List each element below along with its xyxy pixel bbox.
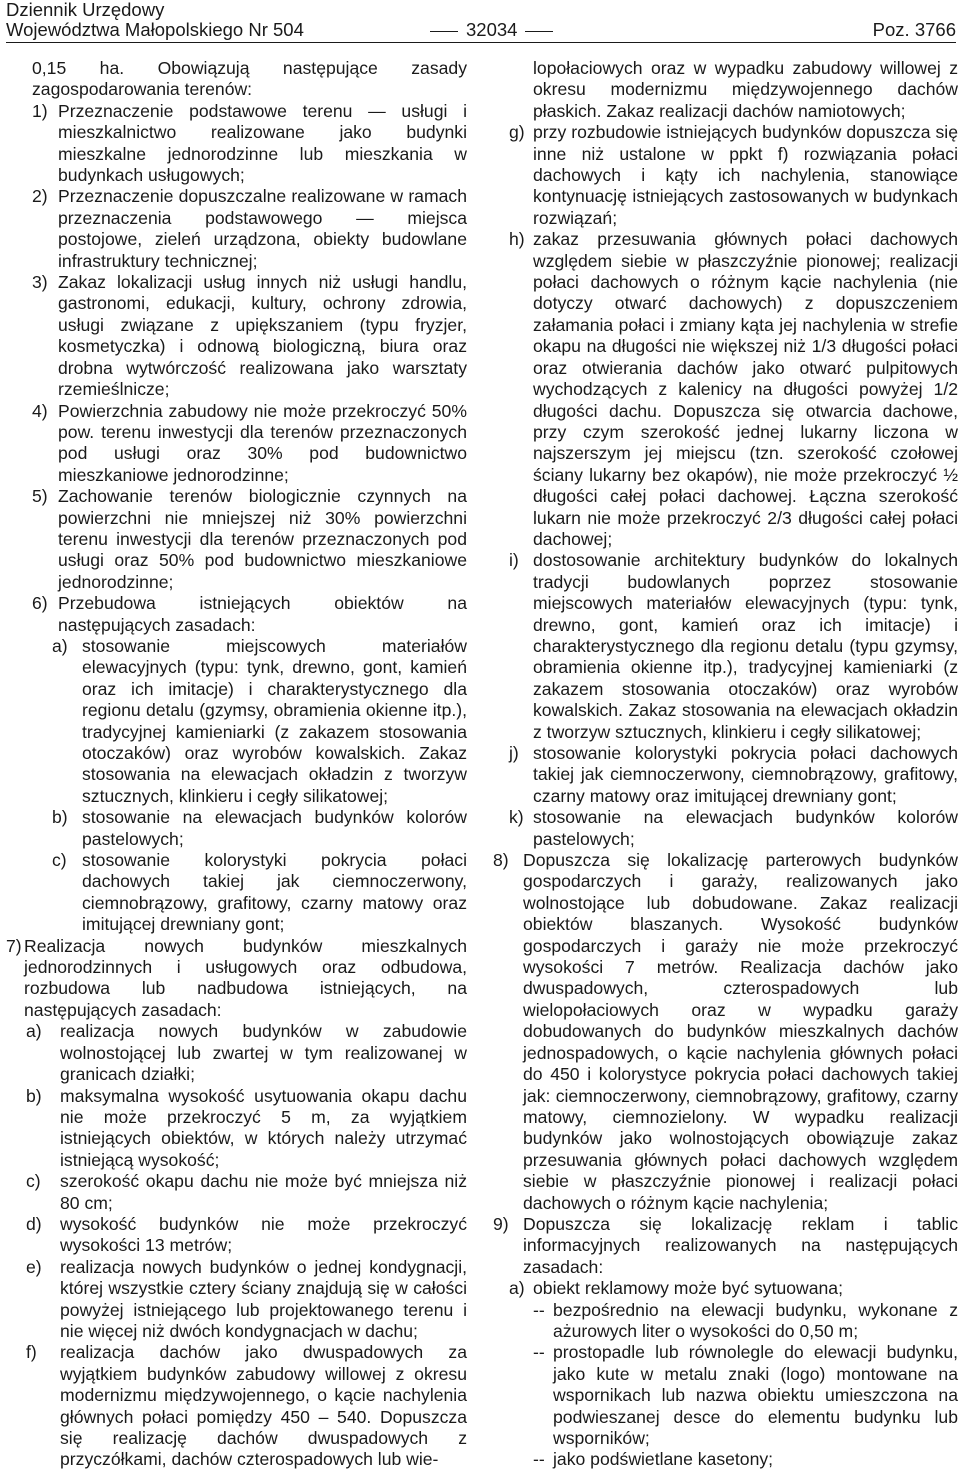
sub-item-text: stosowanie na elewacjach budynków kolorów pastelowych; — [82, 807, 467, 849]
sub-item-label: h) — [509, 229, 525, 250]
item-text: Przebudowa istniejących obiektów na następujących zasadach: — [58, 593, 467, 635]
item-label: 1) — [32, 100, 48, 121]
item-label: 3) — [32, 272, 48, 293]
item-text: Przeznaczenie podstawowe terenu — usługi i mieszkalnictwo realizowane jako budynki mieszkalne jednorodzinne lub mieszkania w budynkach usługowych; — [58, 100, 467, 186]
sub-item — [493, 550, 958, 743]
sub-item — [26, 1021, 467, 1085]
journal-title: Dziennik Urzędowy — [6, 0, 165, 20]
sub-item-text: realizacja dachów jako dwuspadowych za wyjątkiem budynków zabudowy willowej z okresu modernizmu międzywojennego, o kącie nachylenia głównych połaci pomiędzy 450 – 540. Dopuszcza się realizację dachów dwuspadowych z przyczółkami, dachów czterospadowych lub wie- — [60, 1342, 467, 1470]
left-column — [6, 58, 467, 1471]
dash-label: -- — [533, 1299, 545, 1320]
item-text: Powierzchnia zabudowy nie może przekroczyć 50% pow. terenu inwestycji dla terenów przeznaczonych pod usługi oraz 30% pod budownictwo mieszkaniowe jednorodzinne; — [58, 400, 467, 485]
sub-item-label: f) — [26, 1342, 37, 1363]
sub-item-label: a) — [52, 635, 68, 656]
item-label: 7) — [6, 935, 22, 956]
dash-text: jako podświetlane kasetony; — [553, 1449, 774, 1470]
sub-item — [26, 1086, 467, 1172]
item-label: 4) — [32, 400, 48, 421]
sub-item-label: b) — [52, 807, 68, 828]
continued-text: lopołaciowych oraz w wypadku zabudowy willowej z okresu modernizmu międzywojennego dachów płaskich. Zakaz realizacji dachów namiotowych; — [533, 58, 958, 121]
dash-label: -- — [533, 1342, 545, 1363]
journal-issue: Województwa Małopolskiego Nr 504 — [6, 19, 304, 40]
sub-item — [493, 122, 958, 229]
sub-item-label: k) — [509, 807, 524, 828]
item-text: Przeznaczenie dopuszczalne realizowane w ramach przeznaczenia podstawowego — miejsca postojowe, zieleń urządzona, obiekty budowlane infrastruktury technicznej; — [58, 186, 467, 271]
page-header — [6, 0, 956, 42]
dash-item — [493, 1300, 958, 1343]
sub-item — [26, 1214, 467, 1257]
item-text: Dopuszcza się lokalizację reklam i tablic informacyjnych realizowanych na następujących zasadach: — [523, 1213, 958, 1277]
sub-item-label: e) — [26, 1256, 42, 1277]
sub-item-label: j) — [509, 743, 519, 763]
sub-item — [26, 1342, 467, 1470]
list-item — [493, 850, 958, 1214]
sub-item-text: wysokość budynków nie może przekroczyć wysokości 13 metrów; — [60, 1213, 467, 1256]
item-label: 6) — [32, 593, 48, 614]
header-row — [6, 20, 956, 42]
sub-item-text: obiekt reklamowy może być sytuowana; — [533, 1278, 843, 1299]
sub-item-text: realizacja nowych budynków w zabudowie wolnostojącej lub zwartej w tym realizowanej w granicach działki; — [60, 1021, 467, 1085]
sub-item-label: c) — [52, 850, 67, 871]
dash-item — [493, 1449, 958, 1470]
list-item — [32, 486, 467, 593]
header-divider — [6, 42, 956, 43]
item-label: 8) — [493, 850, 509, 871]
item-text: Zakaz lokalizacji usług innych niż usługi handlu, gastronomi, edukacji, kultury, ochrony zdrowia, usługi związane z upiększaniem (typu fryzjer, kosmetyczka) i odnową biologiczną, biura oraz drobna wytwórczość realizowana jako warsztaty rzemieślnicze; — [58, 272, 467, 400]
sub-item-text: stosowanie kolorystyki pokrycia połaci dachowych takiej jak ciemnoczerwony, ciemnobrązowy, grafitowy, czarny matowy oraz imitującej drewniany gont; — [82, 850, 467, 935]
page-number: 32034 — [422, 20, 561, 40]
sub-item-text: maksymalna wysokość usytuowania okapu dachu nie może przekroczyć 5 m, za wyjątkiem istniejących obiektów, w których należy utrzymać istniejącą wysokość; — [60, 1085, 467, 1170]
sub-item-text: zakaz przesuwania głównych połaci dachowych względem siebie w płaszczyźnie pionowej; realizacji połaci dachowych o różnym kącie nachylenia (nie dotyczy otwarć dachowych) z dopuszczeniem załamania połaci i zmiany kąta jej nachylenia w strefie okapu na długości nie większej niż 1/3 długości połaci oraz otwierania dachów jako otwarć pulpitowych wychodzących z kalenicy na długości powyżej 1/2 długości dachu. Dopuszcza się otwarcia dachowe, przy czym szerokość jednej lukarny liczona w najszerszym jej miejscu (tzn. szerokość czołowej ściany lukarny bez okapów), nie może przekroczyć ½ długości całej połaci dachowej. Łączna szerokość lukarn nie może przekroczyć 2/3 długości całej połaci dachowej; — [533, 229, 958, 549]
sub-item — [32, 850, 467, 936]
sub-item-label: d) — [26, 1213, 42, 1234]
sub-item-label: a) — [26, 1021, 42, 1042]
list-item — [32, 186, 467, 272]
sub-item — [32, 636, 467, 807]
dash-item — [493, 1342, 958, 1449]
position-number: Poz. 3766 — [872, 19, 956, 40]
sub-item-text: szerokość okapu dachu nie może być mniejsza niż 80 cm; — [60, 1171, 467, 1213]
item-label: 2) — [32, 186, 48, 207]
dash-text: prostopadle lub równolegle do elewacji budynku, jako kute w metalu znaki (logo) montowane na wspornikach lub nazwa obiektu umieszczona na podwieszanej desce do elementu budynku lub wsporników; — [553, 1342, 958, 1448]
list-item — [493, 1214, 958, 1278]
item-label: 5) — [32, 486, 48, 507]
sub-item — [493, 1278, 958, 1299]
item-text: Realizacja nowych budynków mieszkalnych jednorodzinnych i usługowych oraz odbudowa, rozbudowa lub nadbudowa istniejących, na następujących zasadach: — [24, 935, 467, 1020]
sub-item-text: stosowanie na elewacjach budynków kolorów pastelowych; — [533, 807, 958, 849]
sub-item — [493, 807, 958, 850]
sub-item-label: g) — [509, 122, 525, 143]
sub-item-text: realizacja nowych budynków o jednej kondygnacji, której wszystkie cztery ściany znajdują się w całości powyżej istniejącego lub projektowanego terenu i nie więcej niż dwóch kondygnacjach w dachu; — [60, 1256, 467, 1341]
sub-item-text: przy rozbudowie istniejących budynków dopuszcza się inne niż ustalone w ppkt f) rozwiązania połaci dachowych i kąty ich nachylenia, stanowiące kontynuację istniejących zastosowanych w budynkach rozwiązań; — [533, 122, 958, 228]
intro-paragraph: 0,15 ha. Obowiązują następujące zasady zagospodarowania terenów: — [32, 58, 467, 100]
item-text: Zachowanie terenów biologicznie czynnych na powierzchni nie mniejszej niż 30% powierzchni terenu inwestycji dla terenów przeznaczonych pod usługi oraz 50% pod budownictwo mieszkaniowe jednorodzinne; — [58, 486, 467, 592]
sub-item-text: stosowanie miejscowych materiałów elewacyjnych (typu: tynk, drewno, gont, kamień oraz ich imitacje) i charakterystycznego dla regionu detalu (gzymsy, obramienia okienne itp.), tradycyjnej kamieniarki (z zakazem stosowania otoczaków) oraz wyrobów kowalskich. Zakaz stosowania na elewacjach okładzin z tworzyw sztucznych, klinkieru i cegły silikatowej; — [82, 635, 467, 806]
list-item — [32, 401, 467, 487]
sub-item — [493, 229, 958, 550]
list-item — [32, 101, 467, 187]
sub-item — [26, 1171, 467, 1214]
dash-label: -- — [533, 1449, 545, 1470]
sub-item-text: stosowanie kolorystyki pokrycia połaci dachowych takiej jak ciemnoczerwony, ciemnobrązowy, grafitowy, czarny matowy oraz imitującej drewniany gont; — [533, 743, 958, 806]
list-item — [6, 936, 467, 1022]
sub-item-label: b) — [26, 1085, 42, 1106]
dash-text: bezpośrednio na elewacji budynku, wykonane z ażurowych liter o wysokości do 0,50 m; — [553, 1299, 958, 1341]
sub-item — [493, 743, 958, 807]
item-text: Dopuszcza się lokalizację parterowych budynków gospodarczych i garaży, realizowanych jako wolnostojące lub dobudowane. Zakaz realizacji obiektów blaszanych. Wysokość budynków gospodarczych i garaży nie może przekroczyć wysokości 7 metrów. Realizacja dachów jako dwuspadowych, czterospadowych lub wielopołaciowych oraz w wypadku garaży dobudowanych do budynków mieszkalnych dachów jednospadowych, o kącie nachylenia głównych połaci do 450 i kolorystyce pokrycia połaci dachowych takiej jak: ciemnoczerwony, ciemnobrązowy, grafitowy, czarny matowy, ciemnozielony. W wypadku realizacji budynków jako wolnostojących obowiązuje zakaz przesuwania głównych połaci dachowych względem siebie w płaszczyźnie pionowej i realizacji połaci dachowych o różnym kącie nachylenia; — [523, 850, 958, 1213]
list-item — [32, 593, 467, 636]
sub-item — [26, 1257, 467, 1343]
sub-item-text: dostosowanie architektury budynków do lokalnych tradycji budowlanych poprzez stosowanie miejscowych materiałów elewacyjnych (typu: tynk, drewno, gont, kamień oraz ich imitacje) i charakterystycznego dla regionu detalu (typu gzymsy, obramienia okienne itp.), tradycyjnej kamieniarki (z zakazem stosowania otoczaków) oraz wyrobów kowalskich. Zakaz stosowania na elewacjach okładzin z tworzyw sztucznych, klinkieru i cegły silikatowej; — [533, 550, 958, 742]
sub-item-label: i) — [509, 550, 519, 571]
sub-item-label: a) — [509, 1278, 525, 1299]
item-label: 9) — [493, 1213, 509, 1234]
sub-item — [32, 807, 467, 850]
right-column — [493, 58, 958, 1471]
list-item — [32, 272, 467, 400]
sub-item-label: c) — [26, 1171, 41, 1192]
